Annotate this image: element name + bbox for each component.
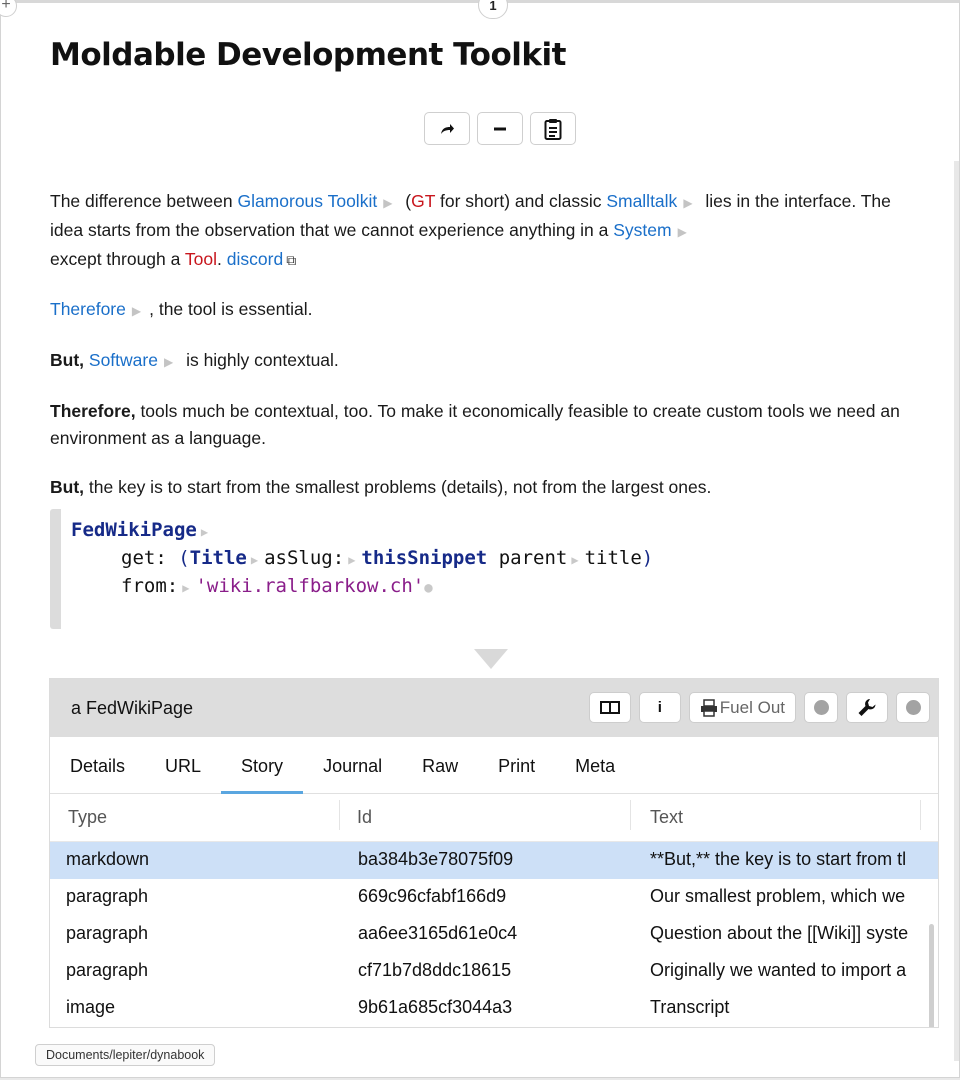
- result-pointer-icon: [474, 649, 508, 669]
- share-button[interactable]: [424, 112, 470, 145]
- link-system[interactable]: System: [613, 220, 672, 240]
- text: .: [217, 249, 227, 269]
- inspector-panel: [49, 678, 939, 1028]
- fuel-out-label: Fuel Out: [719, 697, 785, 717]
- inspector-tabs: [50, 737, 938, 794]
- expand-arrow-icon[interactable]: ▶: [163, 355, 174, 369]
- cell-id: ba384b3e78075f09: [358, 849, 514, 869]
- bold-text: But,: [50, 477, 85, 497]
- cell-text: Question about the [[Wiki]] syste: [650, 923, 909, 943]
- column-divider[interactable]: [920, 800, 921, 830]
- minus-icon: [494, 127, 506, 131]
- expand-arrow-icon[interactable]: ▶: [250, 553, 259, 567]
- tab-raw[interactable]: Raw: [422, 756, 459, 776]
- code-line-3: [71, 573, 910, 601]
- code-selector: parent: [498, 547, 568, 569]
- bold-text: Therefore,: [50, 401, 136, 421]
- paragraph-5: [50, 474, 920, 501]
- cell-text: Originally we wanted to import a: [650, 960, 907, 980]
- expand-arrow-icon[interactable]: ▶: [683, 196, 693, 210]
- text: tools much be contextual, too. To make it economically feasible to create custom tools we need an environment as a language.: [50, 401, 900, 448]
- expand-arrow-icon[interactable]: ▶: [571, 553, 579, 567]
- cell-type: paragraph: [66, 923, 149, 943]
- expand-arrow-icon[interactable]: ▶: [383, 196, 393, 210]
- page-scrollbar[interactable]: [954, 161, 959, 1061]
- book-icon: [599, 700, 621, 716]
- cell-type: paragraph: [66, 960, 149, 980]
- code-selector: from:: [121, 575, 179, 597]
- page-path-label[interactable]: Documents/lepiter/dynabook: [35, 1044, 215, 1066]
- code-this-snippet: thisSnippet: [361, 547, 488, 569]
- code-class-name: FedWikiPage: [71, 519, 197, 541]
- column-divider[interactable]: [339, 800, 340, 830]
- inspector-actions: [589, 692, 930, 723]
- link-tool[interactable]: Tool: [184, 249, 218, 269]
- cell-text: Our smallest problem, which we: [650, 886, 906, 906]
- expand-arrow-icon[interactable]: ▶: [182, 581, 190, 595]
- expand-arrow-icon[interactable]: ▶: [348, 553, 356, 567]
- info-button[interactable]: [639, 692, 681, 723]
- inspector-title: a FedWikiPage: [71, 697, 194, 718]
- text: except through a: [50, 249, 185, 269]
- table-row[interactable]: [50, 842, 938, 879]
- status-button[interactable]: [804, 692, 838, 723]
- code-selector: asSlug:: [264, 547, 345, 569]
- page-title: Moldable Development Toolkit: [50, 37, 566, 73]
- table-row[interactable]: [50, 879, 938, 916]
- tab-meta[interactable]: Meta: [575, 756, 616, 776]
- paragraph-4: [50, 398, 920, 452]
- table-row[interactable]: [50, 953, 938, 990]
- link-software[interactable]: Software: [88, 350, 158, 370]
- expand-arrow-icon[interactable]: ▶: [131, 304, 142, 318]
- cell-id: aa6ee3165d61e0c4: [358, 923, 518, 943]
- column-header-text[interactable]: Text: [650, 807, 684, 827]
- text: the key is to start from the smallest problems (details), not from the largest ones.: [84, 477, 712, 497]
- tab-print[interactable]: Print: [498, 756, 536, 776]
- inspector-header: [50, 679, 938, 737]
- cell-id: cf71b7d8ddc18615: [358, 960, 512, 980]
- code-class-title: Title: [189, 547, 247, 569]
- column-header-id[interactable]: Id: [357, 807, 373, 827]
- table-body: [50, 842, 938, 1027]
- external-link-icon[interactable]: ⧉: [286, 252, 297, 268]
- table-row[interactable]: [50, 990, 938, 1027]
- cell-id: 669c96cfabf166d9: [358, 886, 507, 906]
- code-string: 'wiki.ralfbarkow.ch': [195, 575, 425, 597]
- info-icon: i: [657, 699, 662, 716]
- text: lies in the interface. The idea starts from the observation that we cannot experience anything in a: [50, 191, 891, 240]
- code-line-2: [71, 545, 910, 573]
- expand-arrow-icon[interactable]: ▶: [200, 525, 209, 539]
- copy-button[interactable]: [530, 112, 576, 145]
- code-paren: (: [178, 547, 190, 569]
- paragraph-1: [50, 188, 920, 274]
- paragraph-3: [50, 347, 920, 376]
- result-dot-icon[interactable]: ●: [424, 580, 433, 596]
- link-discord[interactable]: discord: [226, 249, 284, 269]
- menu-button[interactable]: [896, 692, 930, 723]
- cell-text: Transcript: [650, 997, 730, 1017]
- pharo-code-snippet[interactable]: [50, 509, 910, 629]
- document-body: [50, 188, 920, 523]
- text: The difference between: [50, 191, 238, 211]
- tab-journal[interactable]: Journal: [323, 756, 383, 776]
- bold-text: But,: [50, 350, 85, 370]
- code-line-1: [71, 517, 910, 545]
- wrench-icon: [857, 698, 877, 718]
- fuel-out-button[interactable]: [689, 692, 796, 723]
- link-glamorous-toolkit[interactable]: Glamorous Toolkit: [237, 191, 378, 211]
- expand-arrow-icon[interactable]: ▶: [677, 225, 687, 239]
- clipboard-icon: [544, 118, 562, 140]
- code-selector: get:: [121, 547, 167, 569]
- cell-text: **But,** the key is to start from tl: [650, 849, 907, 869]
- add-page-icon[interactable]: +: [0, 0, 17, 17]
- tools-button[interactable]: [846, 692, 888, 723]
- page-toolbar: [424, 112, 576, 145]
- paragraph-2: [50, 296, 920, 325]
- share-icon: [439, 122, 455, 136]
- column-header-type[interactable]: Type: [68, 807, 108, 827]
- tab-url[interactable]: URL: [165, 756, 202, 776]
- code-selector: title: [584, 547, 642, 569]
- column-divider[interactable]: [630, 800, 631, 830]
- table-row[interactable]: [50, 916, 938, 953]
- link-smalltalk[interactable]: Smalltalk: [606, 191, 678, 211]
- printer-icon: [700, 699, 718, 717]
- table-header: [50, 794, 938, 842]
- link-gt[interactable]: GT: [411, 191, 436, 211]
- status-dot-icon: [814, 700, 829, 715]
- code-paren: ): [641, 547, 654, 569]
- cell-type: markdown: [66, 849, 150, 869]
- collapse-button[interactable]: [477, 112, 523, 145]
- menu-dot-icon: [906, 700, 921, 715]
- cell-id: 9b61a685cf3044a3: [358, 997, 513, 1017]
- text: for short) and classic: [435, 191, 607, 211]
- link-therefore[interactable]: Therefore: [50, 299, 126, 319]
- tab-story[interactable]: Story: [221, 756, 303, 793]
- cell-type: paragraph: [66, 886, 149, 906]
- cell-type: image: [66, 997, 116, 1017]
- text: is highly contextual.: [181, 350, 339, 370]
- page-number-badge[interactable]: 1: [478, 0, 508, 19]
- browse-button[interactable]: [589, 692, 631, 723]
- tab-details[interactable]: Details: [70, 756, 126, 776]
- text: (: [400, 191, 412, 211]
- table-scrollbar[interactable]: [929, 924, 934, 1028]
- text: , the tool is essential.: [149, 299, 313, 319]
